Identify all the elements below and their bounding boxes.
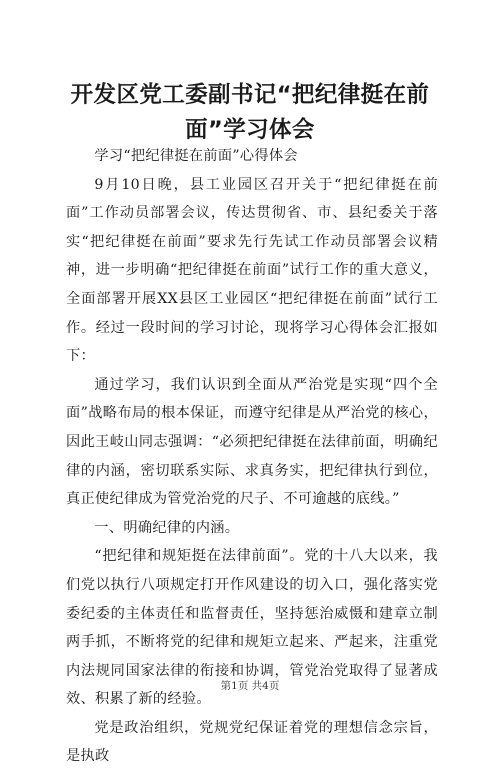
document-body [66,142,438,771]
page-footer: 第1页 共4页 [220,680,280,692]
body-paragraph: “把纪律和规矩挺在法律前面”。党的十八大以来，我们党以执行八项规定打开作风建设的切入口，强化落实党委纪委的主体责任和监督责任，坚持惩治威慑和建章立制两手抓，不断将党的纪律和规矩立起来、严起来，注重党内法规同国家法律的衔接和协调，管党治党取得了显著成效、积累了新的经验。 [66,548,438,708]
body-paragraph: 通过学习，我们认识到全面从严治党是实现“四个全面”战略布局的根本保证，而遵守纪律是从严治党的核心，因此王岐山同志强调：“必须把纪律挺在法律前面，明确纪律的内涵，密切联系实际、求真务实，把纪律执行到位，真正使纪律成为管党治党的尺子、不可逾越的底线。” [66,376,438,508]
body-paragraph: 党是政治组织，党规党纪保证着党的理想信念宗旨，是执政 [66,719,438,765]
document-title: 开发区党工委副书记“把纪律挺在前面”学习体会 [70,82,430,143]
subtitle-paragraph: 学习“把纪律挺在前面”心得体会 [94,148,298,164]
body-paragraph: 9月10日晚，县工业园区召开关于“把纪律挺在前面”工作动员部署会议，传达贯彻省、市、县纪委关于落实“把纪律挺在前面”要求先行先试工作动员部署会议精神，进一步明确“把纪律挺在前面”试行工作的重大意义，全面部署开展XX县区工业园区“把纪律挺在前面”试行工作。经过一段时间的学习讨论，现将学习心得体会汇报如下： [66,176,438,365]
section-heading: 一、明确纪律的内涵。 [94,519,240,536]
